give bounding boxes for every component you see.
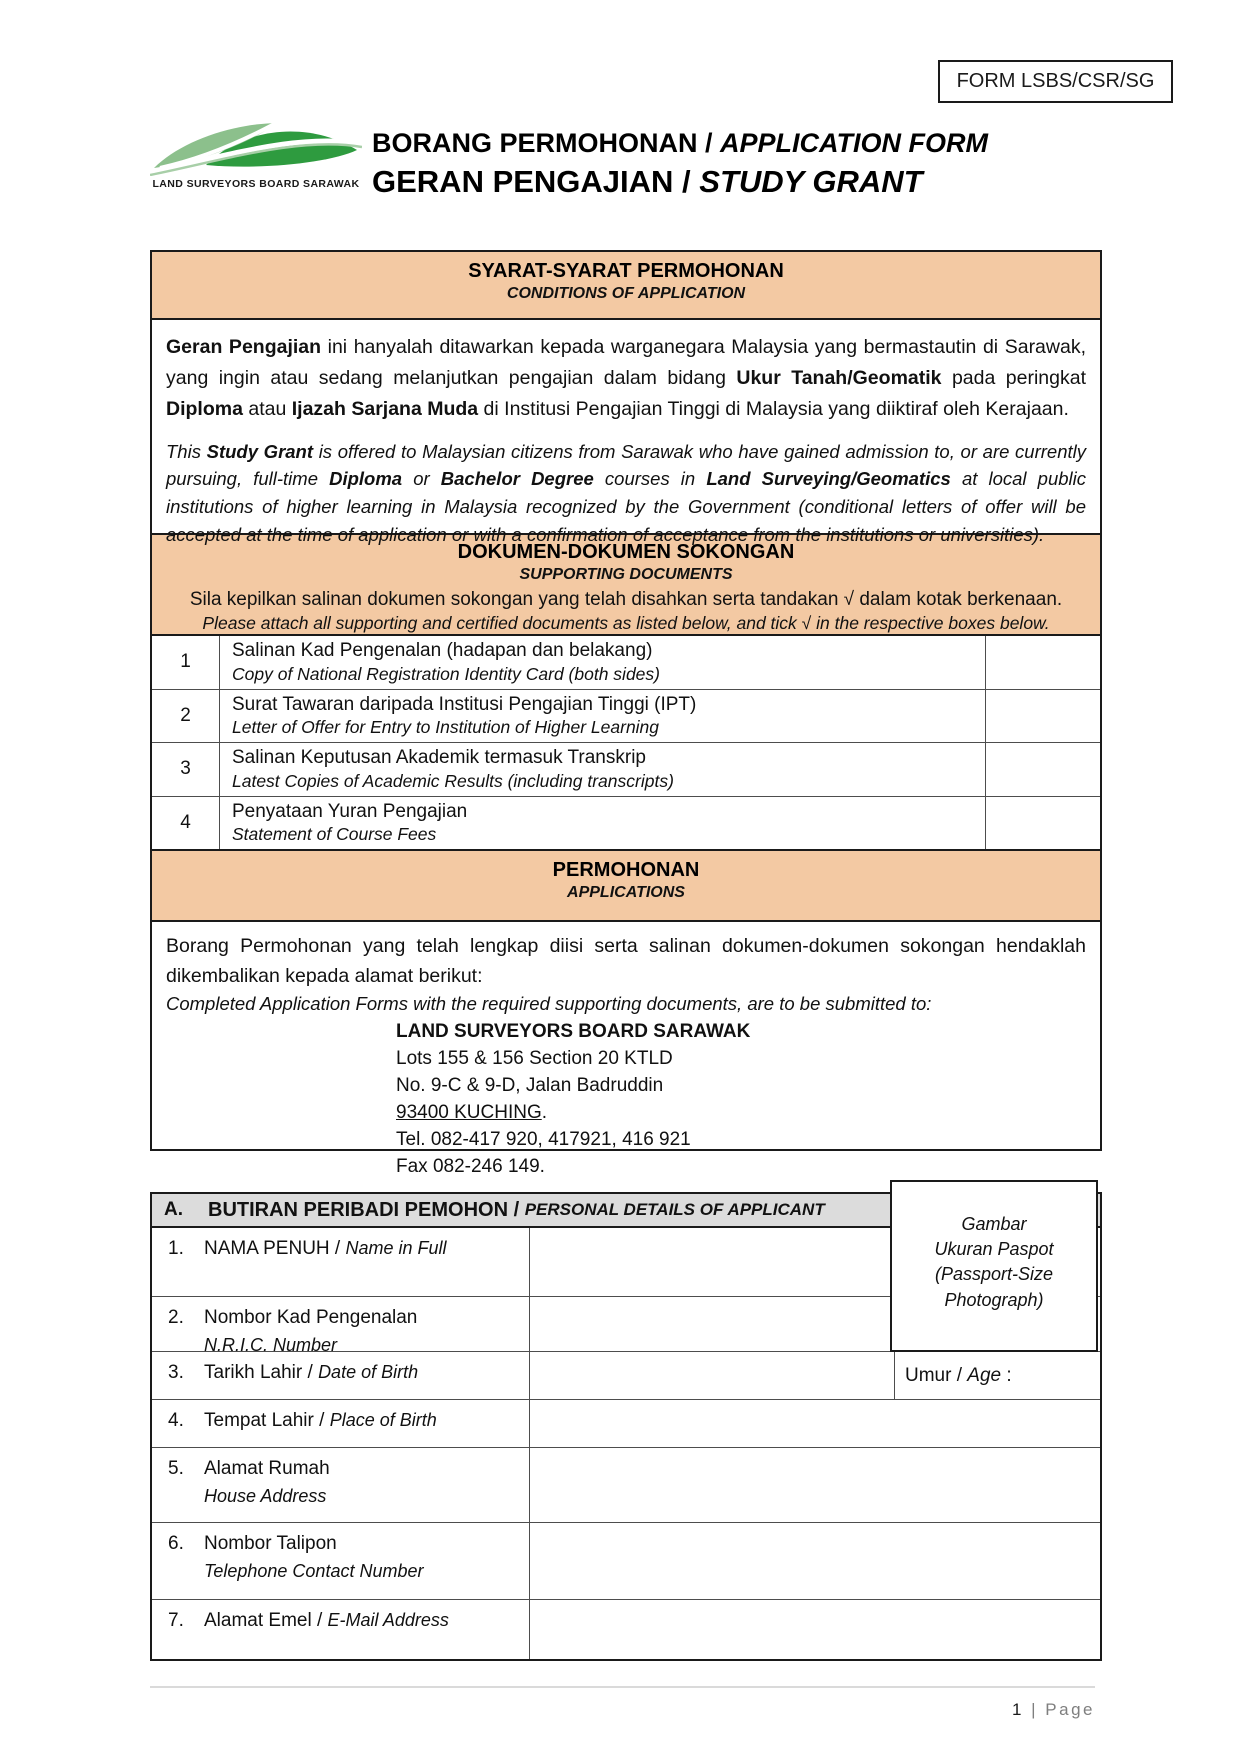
document-row-number: 4 <box>152 797 220 850</box>
documents-table <box>150 634 1102 851</box>
footer-label: Page <box>1045 1700 1095 1719</box>
page-number: 1 <box>1011 1700 1024 1719</box>
org-logo-caption: LAND SURVEYORS BOARD SARAWAK <box>152 178 360 190</box>
org-logo <box>150 114 362 190</box>
title-line1-ms: BORANG PERMOHONAN <box>372 128 698 158</box>
page-footer <box>150 1686 1095 1720</box>
document-row-description: Salinan Keputusan Akademik termasuk Transkrip Latest Copies of Academic Results (including transcripts) <box>232 747 674 791</box>
passport-photo-box[interactable]: Gambar Ukuran Paspot (Passport-Size Photograph) <box>890 1180 1098 1352</box>
document-row-number: 1 <box>152 636 220 689</box>
form-title-line1: BORANG PERMOHONAN / APPLICATION FORM <box>372 128 989 158</box>
personal-row-dob <box>152 1351 1100 1399</box>
document-row-number: 2 <box>152 690 220 743</box>
dob-input-cell[interactable] <box>530 1352 895 1399</box>
documents-note-en: Please attach all supporting and certified documents as listed below, and tick √ in the respective boxes below. <box>202 613 1050 633</box>
address-org-name: LAND SURVEYORS BOARD SARAWAK <box>396 1020 751 1042</box>
document-row-description: Surat Tawaran daripada Institusi Pengajian Tinggi (IPT) Letter of Offer for Entry to Institution of Higher Learning <box>232 693 697 738</box>
section-a-header: A. BUTIRAN PERIBADI PEMOHON / PERSONAL DETAILS OF APPLICANT <box>150 1192 1102 1228</box>
applications-heading-ms: PERMOHONAN <box>552 859 700 882</box>
document-row-description: Penyataan Yuran Pengajian Statement of Course Fees <box>232 800 468 845</box>
conditions-paragraph-en: This Study Grant is offered to Malaysian citizens from Sarawak who have gained admission to, or are currently pursuing, full-time Diploma or Bachelor Degree courses in Land Surveying/Geomatics at local public institutions of higher learning in Malaysia recognized by the Government (conditional letters of offer will be accepted at the time of application or with a confirmation of acceptance from the institutions or universities). <box>166 440 1086 545</box>
age-input-cell[interactable] <box>895 1352 1100 1399</box>
applications-paragraph-en: Completed Application Forms with the required supporting documents, are to be submitted to: <box>166 992 932 1014</box>
address-tel: Tel. 082-417 920, 417921, 416 921 <box>396 1128 691 1150</box>
title-line1-en: APPLICATION FORM <box>720 128 989 158</box>
title-line2-en: STUDY GRANT <box>699 164 923 199</box>
applications-heading-en: APPLICATIONS <box>567 884 685 902</box>
field-label: 7. Alamat Emel / E-Mail Address <box>152 1600 530 1659</box>
documents-heading-en: SUPPORTING DOCUMENTS <box>519 566 733 583</box>
documents-heading-ms: DOKUMEN-DOKUMEN SOKONGAN <box>457 541 795 563</box>
submission-address <box>396 1019 1086 1181</box>
section-a-letter: A. <box>164 1199 183 1220</box>
personal-row-phone <box>152 1522 1100 1599</box>
logo-hills-icon <box>150 114 362 176</box>
document-row-description: Salinan Kad Pengenalan (hadapan dan belakang) Copy of National Registration Identity Card (both sides) <box>232 640 660 684</box>
document-row <box>152 689 1100 743</box>
personal-row-pob <box>152 1399 1100 1447</box>
phone-input-cell[interactable] <box>530 1523 1100 1599</box>
form-code-text: FORM LSBS/CSR/SG <box>956 70 1155 92</box>
address-city: 93400 KUCHING. <box>396 1101 548 1123</box>
form-code-badge <box>938 60 1173 103</box>
document-row <box>152 796 1100 850</box>
personal-row-address <box>152 1447 1100 1522</box>
conditions-paragraph-ms: Geran Pengajian ini hanyalah ditawarkan kepada warganegara Malaysia yang bermastautin di Sarawak, yang ingin atau sedang melanjutkan pengajian dalam bidang Ukur Tanah/Geomatik pada peringkat Diploma atau Ijazah Sarjana Muda di Institusi Pengajian Tinggi di Malaysia yang diiktiraf oleh Kerajaan. <box>166 336 1087 421</box>
documents-note-ms: Sila kepilkan salinan dokumen sokongan yang telah disahkan serta tandakan √ dalam kotak berkenaan. <box>189 589 1063 610</box>
address-fax: Fax 082-246 149. <box>396 1155 545 1177</box>
field-label: 5. Alamat Rumah House Address <box>152 1448 530 1522</box>
field-label: 4. Tempat Lahir / Place of Birth <box>152 1400 530 1447</box>
applications-header <box>150 849 1102 922</box>
section-a-heading-ms: BUTIRAN PERIBADI PEMOHON <box>208 1198 509 1221</box>
conditions-body <box>150 318 1102 545</box>
age-label: Umur / Age : <box>905 1364 1012 1386</box>
conditions-heading-ms: SYARAT-SYARAT PERMOHONAN <box>468 260 784 282</box>
field-label: 1. NAMA PENUH / Name in Full <box>152 1228 530 1296</box>
conditions-header <box>150 250 1102 320</box>
document-row <box>152 636 1100 689</box>
conditions-heading-en: CONDITIONS OF APPLICATION <box>506 285 746 302</box>
tick-box-cell[interactable] <box>985 743 1100 796</box>
email-input-cell[interactable] <box>530 1600 1100 1659</box>
applications-paragraph-ms: Borang Permohonan yang telah lengkap diisi serta salinan dokumen-dokumen sokongan hendaklah dikembalikan kepada alamat berikut: <box>166 935 1086 987</box>
address-line1: Lots 155 & 156 Section 20 KTLD <box>396 1047 673 1069</box>
tick-box-cell[interactable] <box>985 690 1100 743</box>
tick-box-cell[interactable] <box>985 636 1100 689</box>
tick-box-cell[interactable] <box>985 797 1100 850</box>
address-line2: No. 9-C & 9-D, Jalan Badruddin <box>396 1074 664 1096</box>
pob-input-cell[interactable] <box>530 1400 1100 1447</box>
footer-divider: | <box>1031 1700 1039 1719</box>
field-label: 6. Nombor Talipon Telephone Contact Number <box>152 1523 530 1599</box>
applications-body <box>150 920 1102 1177</box>
info-sections <box>150 250 1102 1177</box>
document-row <box>152 742 1100 796</box>
document-row-number: 3 <box>152 743 220 796</box>
personal-row-email <box>152 1599 1100 1659</box>
title-line2-ms: GERAN PENGAJIAN <box>372 164 674 199</box>
field-label: 3. Tarikh Lahir / Date of Birth <box>152 1352 530 1399</box>
section-a-heading-en: PERSONAL DETAILS OF APPLICANT <box>524 1200 825 1219</box>
form-titles <box>372 128 988 200</box>
field-label: 2. Nombor Kad Pengenalan N.R.I.C. Number <box>152 1297 530 1351</box>
form-title-line2: GERAN PENGAJIAN / STUDY GRANT <box>372 164 923 199</box>
address-input-cell[interactable] <box>530 1448 1100 1522</box>
